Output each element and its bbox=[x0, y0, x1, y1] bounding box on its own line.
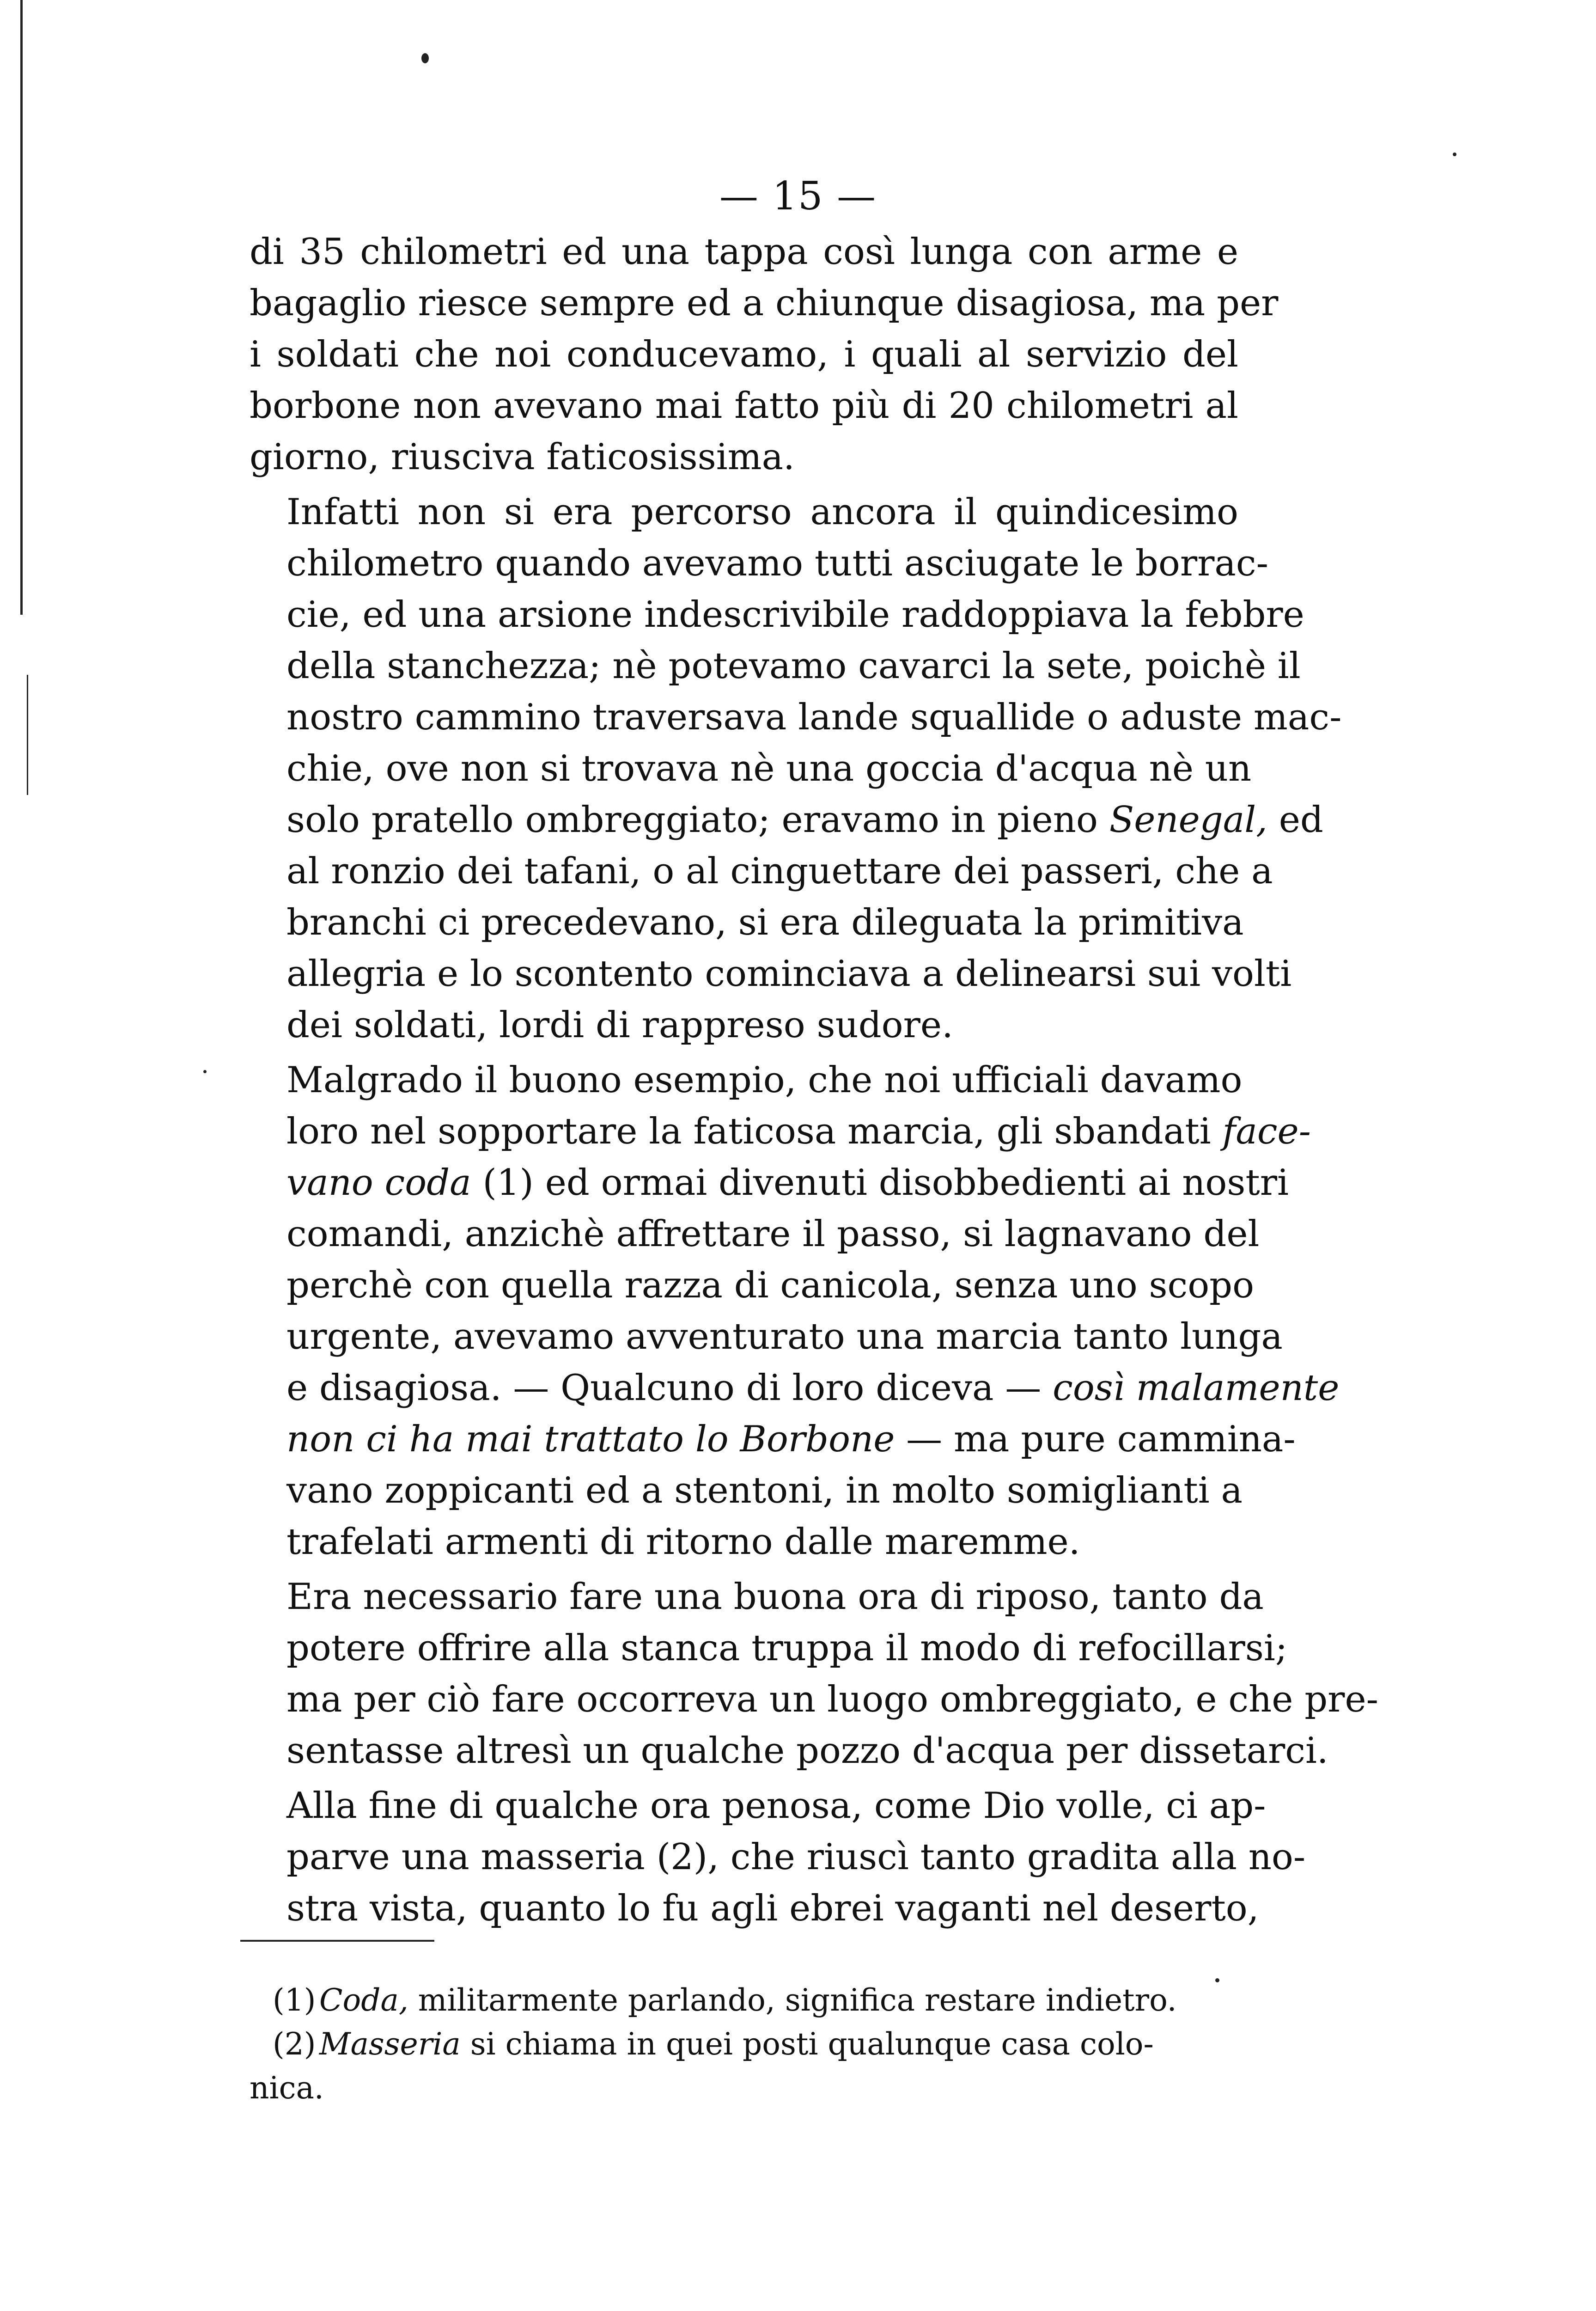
text-line bbox=[250, 1106, 1311, 1157]
italic-term: Senegal, bbox=[1109, 799, 1267, 841]
text-line: vano zoppicanti ed a stentoni, in molto somiglianti a bbox=[286, 1470, 1243, 1511]
text-line: bagaglio riesce sempre ed a chiunque disagiosa, ma per bbox=[250, 282, 1279, 324]
italic-term: vano coda bbox=[286, 1162, 471, 1204]
paragraph-2 bbox=[250, 487, 1342, 1051]
text-line: Era necessario fare una buona ora di riposo, tanto da bbox=[286, 1576, 1264, 1618]
text-line: giorno, riusciva faticosissima. bbox=[250, 436, 795, 478]
text-line: al ronzio dei tafani, o al cinguettare dei passeri, che a bbox=[286, 850, 1273, 892]
text-line: urgente, avevamo avventurato una marcia tanto lunga bbox=[286, 1316, 1283, 1357]
text-line: cie, ed una arsione indescrivibile raddoppiava la febbre bbox=[286, 594, 1304, 636]
text-segment: loro nel sopportare la faticosa marcia, gli sbandati bbox=[286, 1111, 1211, 1152]
text-line: allegria e lo scontento cominciava a delinearsi sui volti bbox=[286, 953, 1292, 995]
footnote-term: Coda, bbox=[319, 1982, 408, 2018]
paragraph-4 bbox=[250, 1571, 1378, 1777]
ink-speck bbox=[1453, 153, 1456, 156]
text-line bbox=[250, 1414, 1296, 1465]
scan-edge-line bbox=[27, 675, 28, 795]
scan-edge-line bbox=[20, 0, 23, 615]
text-line: chilometro quando avevamo tutti asciugate le borrac- bbox=[286, 543, 1268, 584]
text-segment: — ma pure cammina- bbox=[906, 1418, 1296, 1460]
text-line: ma per ciò fare occorreva un luogo ombreggiato, e che pre- bbox=[286, 1679, 1378, 1720]
footnote-number: (2) bbox=[273, 2026, 316, 2062]
footnotes bbox=[250, 1978, 1238, 2110]
italic-term: così malamente bbox=[1053, 1367, 1340, 1409]
footnote-text: si chiama in quei posti qualunque casa colo- bbox=[470, 2026, 1154, 2062]
paragraph-1 bbox=[250, 226, 1279, 483]
footnote-2 bbox=[250, 2022, 1238, 2066]
text-line: dei soldati, lordi di rappreso sudore. bbox=[286, 1004, 953, 1046]
text-line: trafelati armenti di ritorno dalle maremme. bbox=[286, 1521, 1080, 1563]
italic-term: face- bbox=[1222, 1111, 1311, 1152]
text-line: comandi, anzichè affrettare il passo, si lagnavano del bbox=[286, 1213, 1260, 1255]
text-segment: e disagiosa. — Qualcuno di loro diceva — bbox=[286, 1367, 1042, 1409]
text-line: Infatti non si era percorso ancora il quindicesimo bbox=[286, 491, 1238, 533]
text-line: Malgrado il buono esempio, che noi ufficiali davamo bbox=[286, 1059, 1243, 1101]
text-line: nostro cammino traversava lande squallide o aduste mac- bbox=[286, 697, 1342, 738]
text-line: i soldati che noi conducevamo, i quali al servizio del bbox=[250, 334, 1238, 375]
italic-term: non ci ha mai trattato lo Borbone bbox=[286, 1418, 895, 1460]
text-line: chie, ove non si trovava nè una goccia d'acqua nè un bbox=[286, 748, 1252, 789]
text-line bbox=[250, 795, 1323, 846]
text-line bbox=[250, 1157, 1289, 1209]
footnote-term: Masseria bbox=[319, 2026, 461, 2062]
ink-speck bbox=[421, 53, 429, 63]
text-segment: ed bbox=[1279, 799, 1323, 841]
text-line: della stanchezza; nè potevamo cavarci la sete, poichè il bbox=[286, 645, 1301, 687]
footnote-divider bbox=[240, 1940, 434, 1942]
text-line: stra vista, quanto lo fu agli ebrei vaganti nel deserto, bbox=[286, 1888, 1259, 1929]
text-segment: (1) ed ormai divenuti disobbedienti ai nostri bbox=[482, 1162, 1289, 1204]
paragraph-5 bbox=[250, 1780, 1306, 1934]
text-line: potere offrire alla stanca truppa il modo di refocillarsi; bbox=[286, 1627, 1288, 1669]
text-line: sentasse altresì un qualche pozzo d'acqua per dissetarci. bbox=[286, 1730, 1328, 1772]
text-line: borbone non avevano mai fatto più di 20 chilometri al bbox=[250, 385, 1238, 427]
text-line: parve una masseria (2), che riuscì tanto gradita alla no- bbox=[286, 1836, 1306, 1878]
footnote-2-continuation: nica. bbox=[250, 2070, 324, 2106]
ink-speck bbox=[203, 1070, 207, 1073]
text-line: di 35 chilometri ed una tappa così lunga con arme e bbox=[250, 231, 1238, 273]
footnote-number: (1) bbox=[273, 1982, 316, 2018]
footnote-1 bbox=[250, 1978, 1238, 2022]
paragraph-3 bbox=[250, 1055, 1340, 1568]
text-line: perchè con quella razza di canicola, senza uno scopo bbox=[286, 1265, 1255, 1306]
text-segment: solo pratello ombreggiato; eravamo in pieno bbox=[286, 799, 1098, 841]
page-number: — 15 — bbox=[719, 173, 877, 219]
text-line: Alla fine di qualche ora penosa, come Dio volle, ci ap- bbox=[286, 1785, 1266, 1827]
text-line: branchi ci precedevano, si era dileguata la primitiva bbox=[286, 902, 1244, 943]
footnote-text: militarmente parlando, significa restare indietro. bbox=[418, 1982, 1177, 2018]
body-text bbox=[250, 226, 1378, 1934]
text-line bbox=[250, 1363, 1340, 1414]
